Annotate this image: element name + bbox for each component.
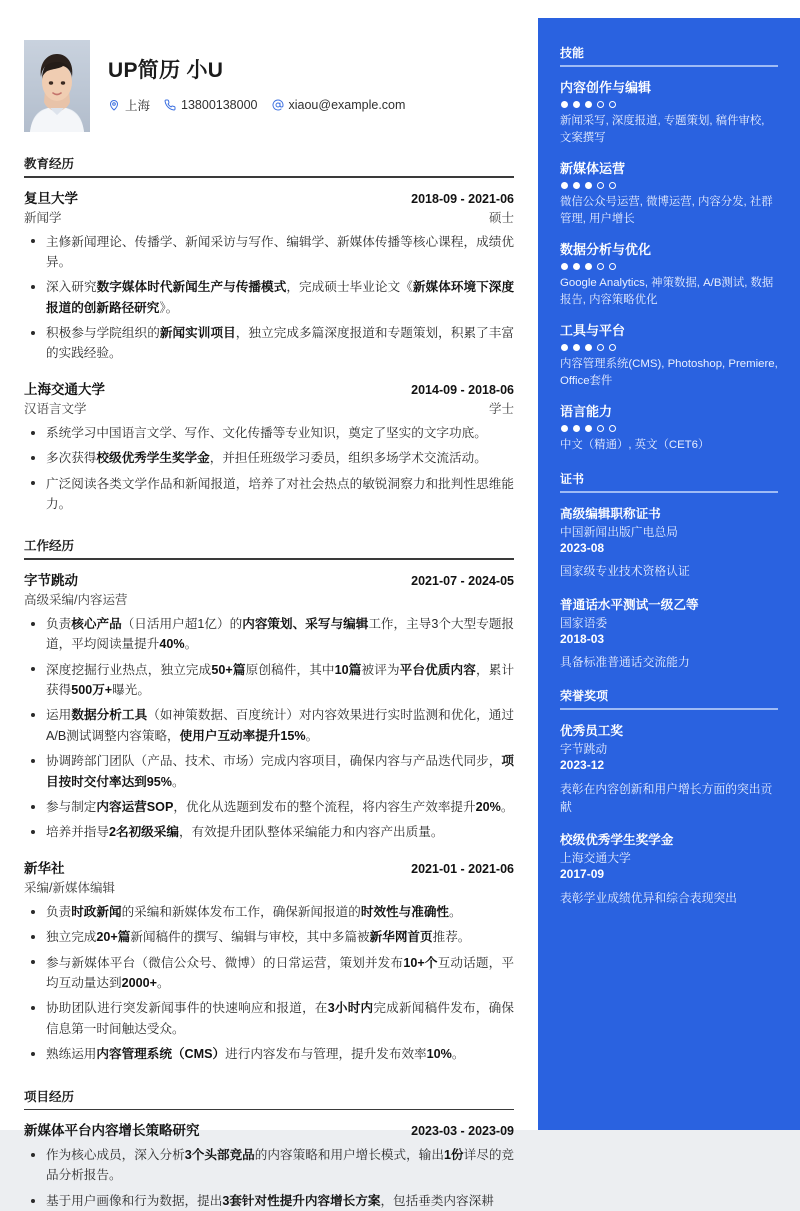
award-name: 优秀员工奖 (560, 723, 623, 738)
skill-rating-dot (573, 263, 580, 270)
section-title-education: 教育经历 (24, 157, 75, 171)
skill-rating-dot (561, 344, 568, 351)
skill-rating (561, 344, 778, 351)
award-org: 上海交通大学 (560, 851, 631, 866)
skill-keywords: 新闻采写, 深度报道, 专题策划, 稿件审校, 文案撰写 (560, 114, 765, 144)
sidebar-divider (560, 491, 778, 493)
contact-phone-value: 13800138000 (181, 98, 258, 112)
skill-item (560, 320, 778, 390)
sidebar-title-certificates: 证书 (560, 472, 585, 487)
certificate-desc: 具备标准普通话交流能力 (560, 654, 690, 669)
contact-phone (164, 98, 257, 112)
skill-name: 内容创作与编辑 (560, 79, 652, 95)
resume-entry (24, 187, 514, 364)
skill-rating-dot (573, 344, 580, 351)
entry-date: 2021-07 - 2024-05 (411, 573, 514, 588)
skill-item (560, 401, 778, 454)
section-work (24, 536, 514, 1064)
entry-subtitle: 汉语言文学 (24, 401, 87, 416)
skill-rating-dot (561, 182, 568, 189)
sidebar-section-certificates (560, 470, 778, 671)
entry-degree: 学士 (488, 401, 514, 416)
skill-rating-dot (597, 263, 604, 270)
skill-list (560, 77, 778, 455)
section-education (24, 154, 514, 514)
work-entries (24, 569, 514, 1065)
certificate-list (560, 503, 778, 671)
sidebar-divider (560, 65, 778, 67)
entry-date: 2023-03 - 2023-09 (411, 1124, 514, 1139)
bullet-item: 基于用户画像和行为数据，提出3套针对性提升内容增长方案，包括垂类内容深耕 (24, 1191, 514, 1211)
contact-email-value: xiaou@example.com (288, 98, 406, 112)
bullet-item: 负责核心产品（日活用户超1亿）的内容策划、采写与编辑工作，主导3个大型专题报道，平均阅读量提升40%。 (24, 614, 514, 655)
section-title-project: 项目经历 (24, 1089, 75, 1104)
skill-name: 数据分析与优化 (560, 241, 652, 257)
skill-rating (561, 425, 778, 432)
certificate-name: 高级编辑职称证书 (560, 506, 661, 521)
entry-subtitle: 新闻学 (24, 210, 62, 225)
bullet-item: 系统学习中国语言文学、写作、文化传播等专业知识，奠定了坚实的文字功底。 (24, 423, 514, 443)
contact-list (108, 96, 405, 114)
skill-name: 语言能力 (560, 404, 613, 420)
header-text (108, 40, 405, 114)
bullet-item: 作为核心成员，深入分析3个头部竞品的内容策略和用户增长模式，输出1份详尽的竞品分析报告。 (24, 1145, 514, 1186)
avatar (24, 40, 90, 132)
skill-item (560, 77, 778, 147)
certificate-item (560, 594, 778, 672)
skill-rating-dot (585, 344, 592, 351)
certificate-date: 2018-03 (560, 631, 605, 646)
section-project (24, 1087, 514, 1211)
section-title-work: 工作经历 (24, 539, 75, 554)
sidebar-title-skills: 技能 (560, 46, 585, 60)
certificate-desc: 国家级专业技术资格认证 (560, 563, 690, 578)
contact-email (272, 98, 406, 112)
bullet-item: 参与新媒体平台（微信公众号、微博）的日常运营，策划并发布10+个互动话题，平均互动量达到2000+。 (24, 953, 514, 994)
bullet-item: 深入研究数字媒体时代新闻生产与传播模式，完成硕士毕业论文《新媒体环境下深度报道的创新路径研究》。 (24, 277, 514, 318)
bullet-item: 运用数据分析工具（如神策数据、百度统计）对内容效果进行实时监测和优化，通过A/B测试调整内容策略，使用户互动率提升15%。 (24, 705, 514, 746)
bullet-item: 培养并指导2名初级采编，有效提升团队整体采编能力和内容产出质量。 (24, 822, 514, 842)
skill-item (560, 239, 778, 309)
certificate-org: 中国新闻出版广电总局 (560, 524, 678, 539)
sidebar-section-skills (560, 44, 778, 454)
entry-date: 2021-01 - 2021-06 (411, 861, 514, 876)
bullet-item: 协助团队进行突发新闻事件的快速响应和报道，在3小时内完成新闻稿件发布，确保信息第一时间触达受众。 (24, 998, 514, 1039)
bullet-item: 深度挖掘行业热点，独立完成50+篇原创稿件，其中10篇被评为平台优质内容，累计获得500万+曝光。 (24, 660, 514, 701)
skill-keywords: 中文（精通）, 英文（CET6） (560, 439, 710, 452)
skill-rating-dot (597, 425, 604, 432)
sidebar-title-awards: 荣誉奖项 (560, 689, 609, 704)
contact-location (108, 96, 150, 114)
skill-name: 新媒体运营 (560, 160, 626, 176)
skill-name: 工具与平台 (560, 323, 626, 339)
skill-rating-dot (597, 182, 604, 189)
bullet-item: 多次获得校级优秀学生奖学金，并担任班级学习委员，组织多场学术交流活动。 (24, 448, 514, 468)
skill-rating-dot (573, 182, 580, 189)
certificate-name: 普通话水平测试一级乙等 (560, 597, 699, 612)
skill-rating-dot (585, 182, 592, 189)
entry-bullets (24, 1145, 514, 1211)
entry-org: 新媒体平台内容增长策略研究 (24, 1123, 200, 1139)
bullet-item: 参与制定内容运营SOP，优化从选题到发布的整个流程，将内容生产效率提升20%。 (24, 797, 514, 817)
skill-rating-dot (609, 182, 616, 189)
entry-bullets (24, 423, 514, 515)
phone-icon (164, 99, 176, 111)
skill-rating-dot (609, 101, 616, 108)
skill-rating-dot (585, 263, 592, 270)
education-entries (24, 187, 514, 515)
award-list (560, 720, 778, 908)
skill-keywords: 微信公众号运营, 微博运营, 内容分发, 社群管理, 用户增长 (560, 195, 773, 225)
award-item (560, 720, 778, 817)
entry-subtitle: 高级采编/内容运营 (24, 592, 128, 607)
skill-rating (561, 263, 778, 270)
entry-bullets (24, 614, 514, 843)
skill-rating (561, 101, 778, 108)
project-entries (24, 1119, 514, 1211)
award-org: 字节跳动 (560, 741, 608, 756)
skill-item (560, 158, 778, 228)
skill-keywords: 内容管理系统(CMS), Photoshop, Premiere, Office套件 (560, 358, 778, 388)
bullet-item: 负责时政新闻的采编和新媒体发布工作，确保新闻报道的时效性与准确性。 (24, 902, 514, 922)
bullet-item: 积极参与学院组织的新闻实训项目，独立完成多篇深度报道和专题策划，积累了丰富的实践经验。 (24, 323, 514, 364)
bullet-item: 熟练运用内容管理系统（CMS）进行内容发布与管理，提升发布效率10%。 (24, 1044, 514, 1064)
skill-rating-dot (609, 425, 616, 432)
entry-date: 2014-09 - 2018-06 (411, 382, 514, 397)
entry-bullets (24, 902, 514, 1065)
award-date: 2023-12 (560, 757, 605, 772)
bullet-item: 主修新闻理论、传播学、新闻采访与写作、编辑学、新媒体传播等核心课程，成绩优异。 (24, 232, 514, 273)
page-title: UP简历 小U (108, 59, 224, 82)
skill-rating-dot (609, 263, 616, 270)
entry-org: 上海交通大学 (24, 381, 105, 397)
resume-entry (24, 857, 514, 1065)
skill-rating-dot (573, 425, 580, 432)
entry-org: 新华社 (24, 860, 65, 876)
skill-rating-dot (573, 101, 580, 108)
sidebar-section-awards (560, 687, 778, 907)
bullet-item: 广泛阅读各类文学作品和新闻报道，培养了对社会热点的敏锐洞察力和批判性思维能力。 (24, 474, 514, 515)
bullet-item: 独立完成20+篇新闻稿件的撰写、编辑与审校，其中多篇被新华网首页推荐。 (24, 927, 514, 947)
certificate-item (560, 503, 778, 581)
resume-entry (24, 378, 514, 515)
contact-location-value: 上海 (125, 99, 151, 113)
section-divider (24, 1109, 514, 1111)
entry-bullets (24, 232, 514, 364)
entry-org: 复旦大学 (24, 190, 78, 206)
skill-rating-dot (609, 344, 616, 351)
skill-rating-dot (585, 101, 592, 108)
entry-org: 字节跳动 (24, 572, 78, 588)
award-desc: 表彰在内容创新和用户增长方面的突出贡献 (560, 781, 773, 815)
location-icon (108, 99, 120, 111)
sidebar (538, 18, 800, 1130)
section-divider (24, 176, 514, 178)
resume-header (24, 40, 514, 132)
skill-rating-dot (561, 425, 568, 432)
skill-rating (561, 182, 778, 189)
section-divider (24, 558, 514, 560)
sidebar-divider (560, 708, 778, 710)
resume-entry (24, 1119, 514, 1211)
entry-subtitle: 采编/新媒体编辑 (24, 880, 115, 895)
bullet-item: 协调跨部门团队（产品、技术、市场）完成内容项目，确保内容与产品迭代同步，项目按时交付率达到95%。 (24, 751, 514, 792)
award-item (560, 829, 778, 907)
skill-rating-dot (597, 101, 604, 108)
award-desc: 表彰学业成绩优异和综合表现突出 (560, 891, 737, 906)
skill-rating-dot (561, 263, 568, 270)
award-name: 校级优秀学生奖学金 (560, 833, 674, 848)
skill-rating-dot (597, 344, 604, 351)
skill-rating-dot (585, 425, 592, 432)
email-icon (272, 99, 284, 111)
certificate-date: 2023-08 (560, 540, 605, 555)
entry-date: 2018-09 - 2021-06 (411, 191, 514, 206)
skill-rating-dot (561, 101, 568, 108)
resume-entry (24, 569, 514, 843)
entry-degree: 硕士 (488, 210, 514, 225)
certificate-org: 国家语委 (560, 615, 608, 630)
skill-keywords: Google Analytics, 神策数据, A/B测试, 数据报告, 内容策略优化 (560, 276, 774, 307)
award-date: 2017-09 (560, 867, 605, 882)
